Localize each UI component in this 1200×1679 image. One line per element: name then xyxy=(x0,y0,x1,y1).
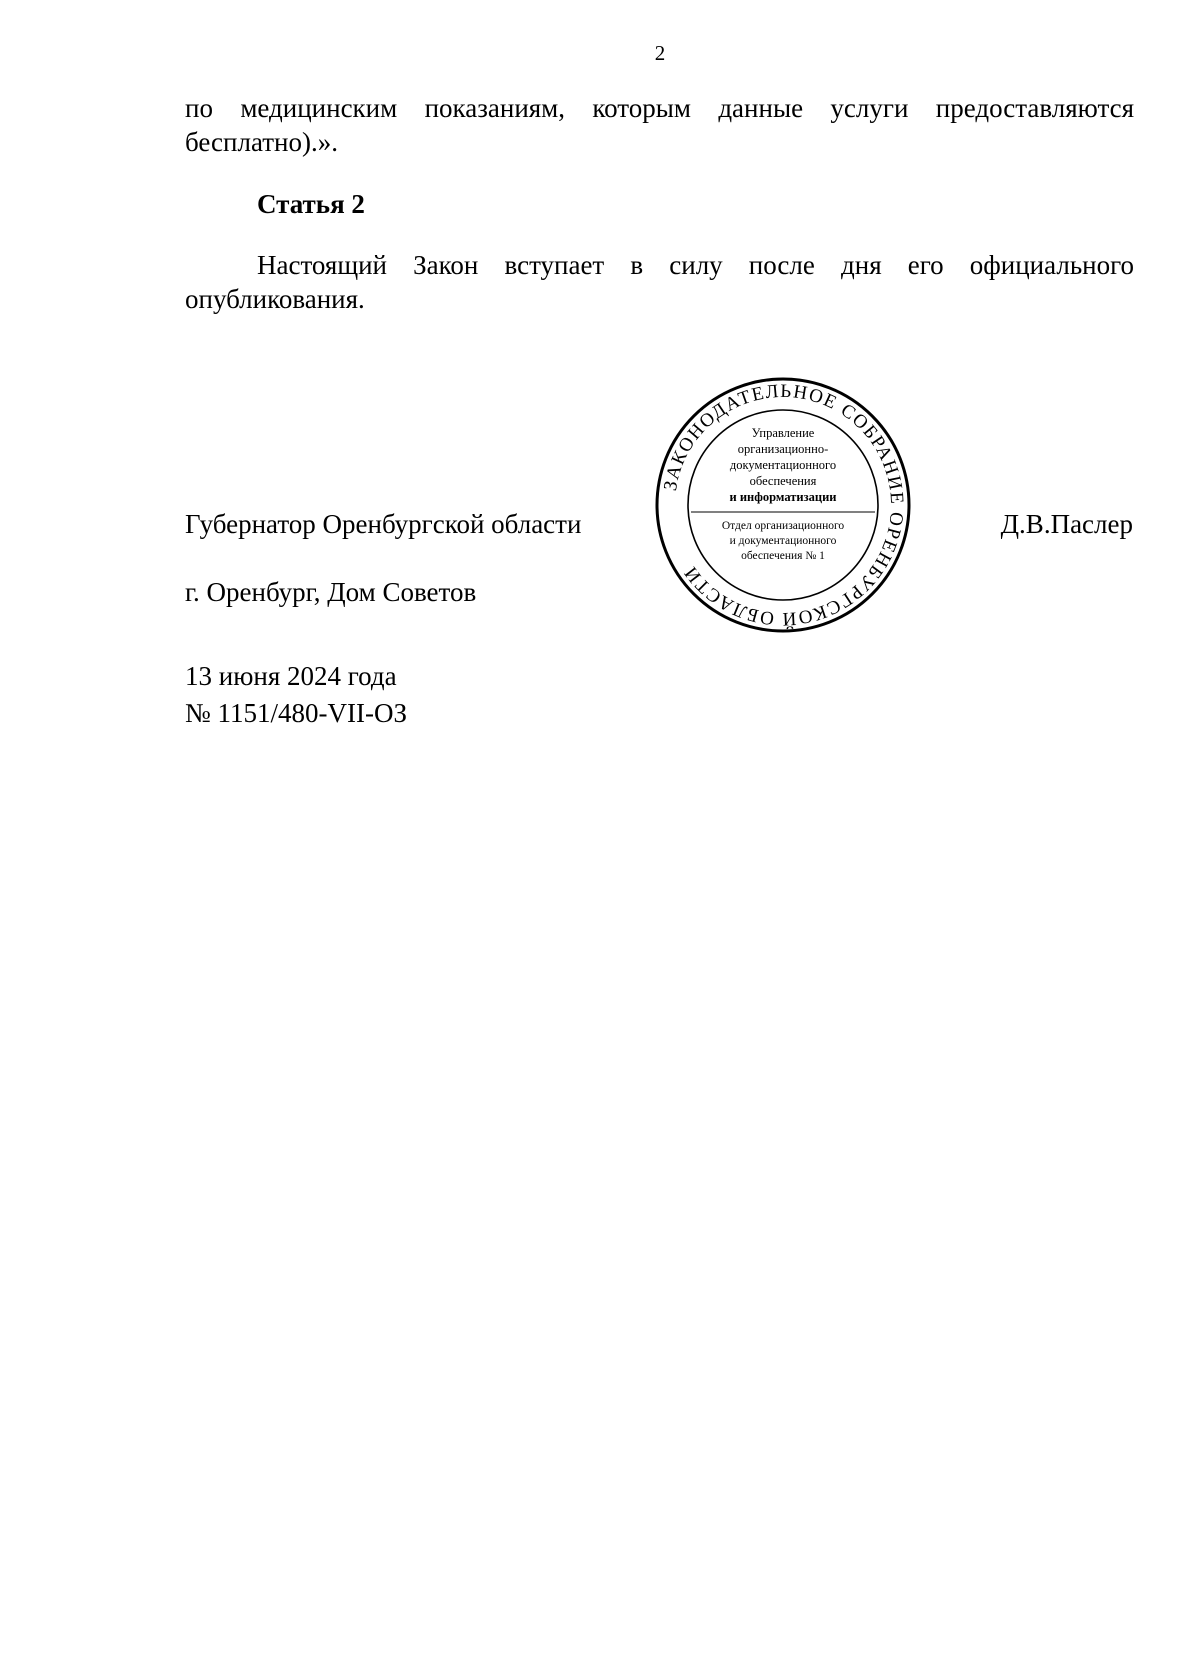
article-body xyxy=(185,248,1134,316)
stamp-line-2: организационно- xyxy=(737,442,829,456)
place-of-signing: г. Оренбург, Дом Советов xyxy=(185,577,477,607)
stamp-line-3: документационного xyxy=(729,458,837,472)
stamp-lower-line-1: Отдел организационного xyxy=(721,520,845,532)
article-heading: Статья 2 xyxy=(257,189,365,219)
stamp-line-5: и информатизации xyxy=(729,490,837,504)
previous-paragraph-end: по медицинским показаниям, которым данные услуги предоставляются бесплатно).». xyxy=(185,93,1134,157)
signature-title: Губернатор Оренбургской области xyxy=(185,509,582,539)
official-stamp xyxy=(653,375,913,635)
signature-name: Д.В.Паслер xyxy=(1000,509,1133,539)
stamp-lower-text xyxy=(722,520,845,562)
page-number: 2 xyxy=(654,41,666,65)
stamp-line-1: Управление xyxy=(751,426,815,440)
stamp-ring-text-group xyxy=(660,381,907,629)
stamp-outer-circle xyxy=(657,379,909,631)
stamp-ring-text: ЗАКОНОДАТЕЛЬНОЕ СОБРАНИЕ ОРЕНБУРГСКОЙ ОБЛАСТИ xyxy=(659,380,908,630)
stamp-lower-line-3: обеспечения № 1 xyxy=(741,550,825,562)
stamp-line-4: обеспечения xyxy=(749,474,817,488)
stamp-center-text xyxy=(730,426,837,504)
stamp-lower-line-2: и документационного xyxy=(729,535,837,547)
article-text: Настоящий Закон вступает в силу после дня его официального опубликования. xyxy=(185,250,1134,314)
law-number: № 1151/480-VII-ОЗ xyxy=(185,698,407,728)
law-date: 13 июня 2024 года xyxy=(185,661,397,691)
